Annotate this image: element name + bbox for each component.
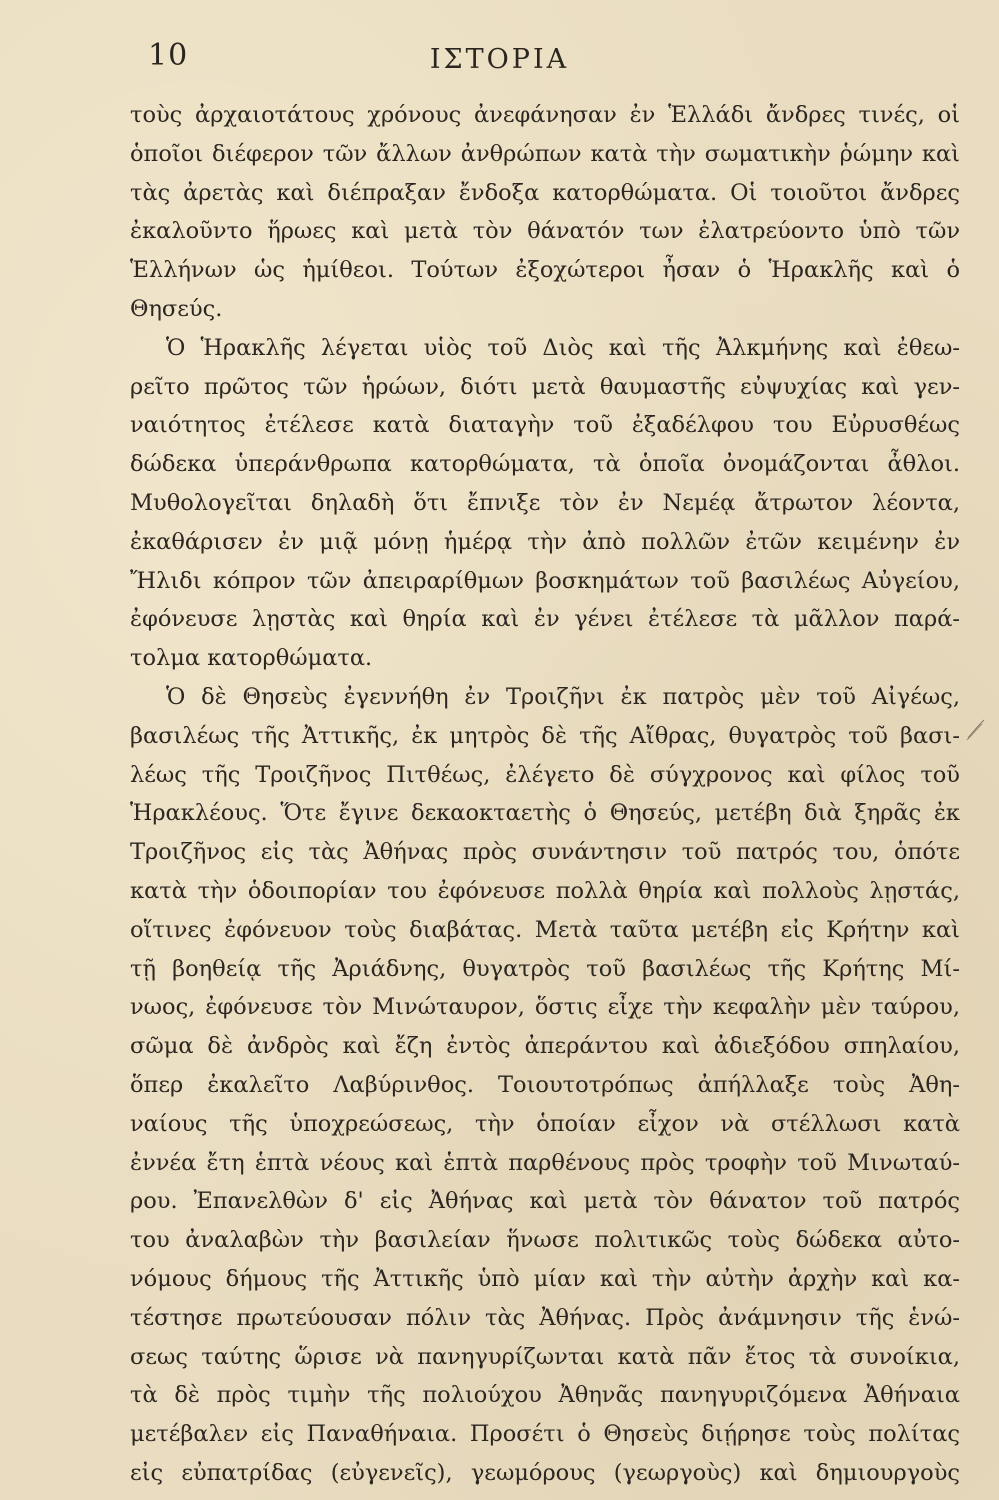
- text-line: νωος, ἐφόνευσε τὸν Μινώταυρον, ὅστις εἶχε τὴν κεφαλὴν μὲν ταύρου,: [130, 994, 960, 1021]
- text-line: Ἤλιδι κόπρον τῶν ἀπειραρίθμων βοσκημάτων τοῦ βασιλέως Αὐγείου,: [130, 567, 960, 594]
- text-line: ἐφόνευσε λῃστὰς καὶ θηρία καὶ ἐν γένει ἐτέλεσε τὰ μᾶλλον παρά-: [130, 606, 960, 633]
- text-line: σῶμα δὲ ἀνδρὸς καὶ ἔζη ἐντὸς ἀπεράντου καὶ ἀδιεξόδου σπηλαίου,: [130, 1033, 960, 1060]
- paragraph-3: [130, 678, 960, 1493]
- text-line: τολμα κατορθώματα.: [130, 645, 373, 672]
- text-line: κατὰ τὴν ὁδοιπορίαν του ἐφόνευσε πολλὰ θηρία καὶ πολλοὺς λῃστάς,: [130, 877, 960, 904]
- margin-pencil-mark: [965, 716, 987, 742]
- text-line: ρου. Ἐπανελθὼν δ' εἰς Ἀθήνας καὶ μετὰ τὸν θάνατον τοῦ πατρός: [130, 1188, 960, 1215]
- text-line: Ὁ δὲ Θησεὺς ἐγεννήθη ἐν Τροιζῆνι ἐκ πατρὸς μὲν τοῦ Αἰγέως,: [166, 683, 960, 710]
- text-line: ναίους τῆς ὑποχρεώσεως, τὴν ὁποίαν εἶχον νὰ στέλλωσι κατὰ: [130, 1110, 960, 1137]
- text-line: ρεῖτο πρῶτος τῶν ἡρώων, διότι μετὰ θαυμαστῆς εὐψυχίας καὶ γεν-: [130, 373, 960, 400]
- text-line: τῇ βοηθείᾳ τῆς Ἀριάδνης, θυγατρὸς τοῦ βασιλέως τῆς Κρήτης Μί-: [130, 955, 960, 982]
- text-line: τὰ δὲ πρὸς τιμὴν τῆς πολιούχου Ἀθηνᾶς πανηγυριζόμενα Ἀθήναια: [130, 1382, 960, 1409]
- text-line: Μυθολογεῖται δηλαδὴ ὅτι ἔπνιξε τὸν ἐν Νεμέᾳ ἄτρωτον λέοντα,: [130, 489, 960, 516]
- text-line: μετέβαλεν εἰς Παναθήναια. Προσέτι ὁ Θησεὺς διῄρησε τοὺς πολίτας: [130, 1421, 960, 1448]
- text-line: τὰς ἀρετὰς καὶ διέπραξαν ἔνδοξα κατορθώματα. Οἱ τοιοῦτοι ἄνδρες: [130, 179, 960, 206]
- text-line: ὅπερ ἐκαλεῖτο Λαβύρινθος. Τοιουτοτρόπως ἀπήλλαξε τοὺς Ἀθη-: [130, 1071, 960, 1098]
- page-number: 10: [148, 38, 189, 73]
- text-line: σεως ταύτης ὥρισε νὰ πανηγυρίζωνται κατὰ πᾶν ἔτος τὰ συνοίκια,: [130, 1343, 960, 1370]
- paragraph-2: [130, 329, 960, 678]
- text-line: ἐννέα ἔτη ἑπτὰ νέους καὶ ἑπτὰ παρθένους πρὸς τροφὴν τοῦ Μινωταύ-: [130, 1149, 960, 1176]
- text-line: ναιότητος ἐτέλεσε κατὰ διαταγὴν τοῦ ἐξαδέλφου του Εὐρυσθέως: [130, 412, 960, 439]
- text-line: εἰς εὐπατρίδας (εὐγενεῖς), γεωμόρους (γεωργοὺς) καὶ δημιουργοὺς: [130, 1459, 960, 1486]
- running-title: ΙΣΤΟΡΙΑ: [429, 44, 570, 75]
- text-line: τοὺς ἀρχαιοτάτους χρόνους ἀνεφάνησαν ἐν Ἑλλάδι ἄνδρες τινές, οἱ: [130, 102, 960, 128]
- text-line: λέως τῆς Τροιζῆνος Πιτθέως, ἐλέγετο δὲ σύγχρονος καὶ φίλος τοῦ: [130, 761, 960, 788]
- text-line: Ὁ Ἡρακλῆς λέγεται υἱὸς τοῦ Διὸς καὶ τῆς Ἀλκμήνης καὶ ἐθεω-: [166, 334, 960, 361]
- text-line: Ἡρακλέους. Ὅτε ἔγινε δεκαοκταετὴς ὁ Θησεύς, μετέβη διὰ ξηρᾶς ἐκ: [130, 800, 960, 827]
- paragraph-1: [130, 96, 960, 329]
- text-line: βασιλέως τῆς Ἀττικῆς, ἐκ μητρὸς δὲ τῆς Αἴθρας, θυγατρὸς τοῦ βασι-: [130, 722, 960, 749]
- text-line: του ἀναλαβὼν τὴν βασιλείαν ἥνωσε πολιτικῶς τοὺς δώδεκα αὐτο-: [130, 1227, 960, 1254]
- body-text: [130, 96, 960, 1493]
- text-line: Τροιζῆνος εἰς τὰς Ἀθήνας πρὸς συνάντησιν τοῦ πατρός του, ὁπότε: [130, 839, 960, 866]
- text-line: ἐκαθάρισεν ἐν μιᾷ μόνῃ ἡμέρᾳ τὴν ἀπὸ πολλῶν ἐτῶν κειμένην ἐν: [130, 528, 960, 555]
- text-line: ἐκαλοῦντο ἥρωες καὶ μετὰ τὸν θάνατόν των ἐλατρεύοντο ὑπὸ τῶν: [130, 218, 960, 245]
- text-line: δώδεκα ὑπεράνθρωπα κατορθώματα, τὰ ὁποῖα ὀνομάζονται ἆθλοι.: [130, 451, 960, 478]
- text-line: οἵτινες ἐφόνευον τοὺς διαβάτας. Μετὰ ταῦτα μετέβη εἰς Κρήτην καὶ: [130, 916, 960, 943]
- text-line: τέστησε πρωτεύουσαν πόλιν τὰς Ἀθήνας. Πρὸς ἀνάμνησιν τῆς ἑνώ-: [130, 1304, 960, 1331]
- text-line: νόμους δήμους τῆς Ἀττικῆς ὑπὸ μίαν καὶ τὴν αὐτὴν ἀρχὴν καὶ κα-: [130, 1265, 960, 1292]
- pencil-stroke-icon: [965, 716, 987, 742]
- text-line: Θησεύς.: [130, 295, 223, 322]
- text-line: Ἑλλήνων ὡς ἡμίθεοι. Τούτων ἐξοχώτεροι ἦσαν ὁ Ἡρακλῆς καὶ ὁ: [130, 257, 960, 284]
- text-line: ὁποῖοι διέφερον τῶν ἄλλων ἀνθρώπων κατὰ τὴν σωματικὴν ῥώμην καὶ: [130, 140, 960, 167]
